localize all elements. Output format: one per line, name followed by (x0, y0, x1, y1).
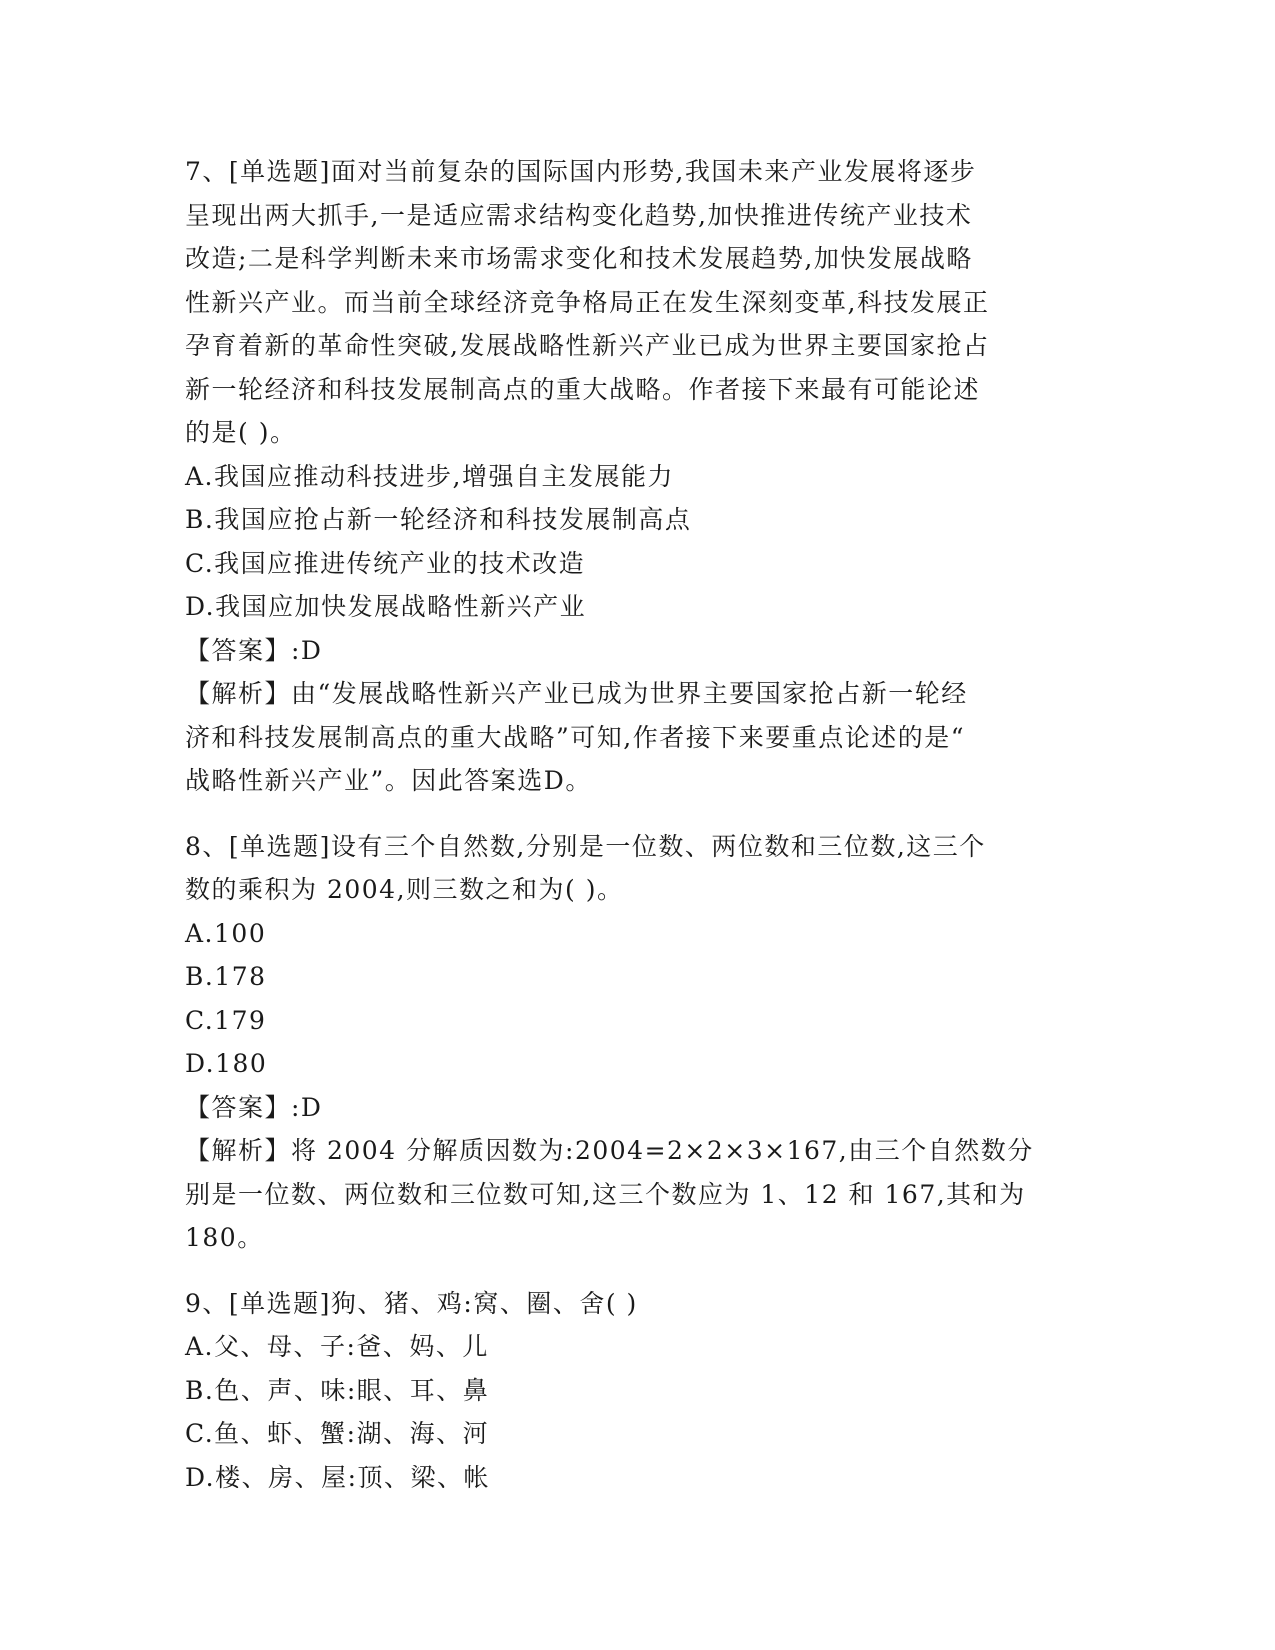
option-b: B.178 (185, 962, 267, 991)
question-8 (185, 825, 1065, 1260)
question-stem (185, 825, 1065, 912)
analysis (185, 1129, 1065, 1260)
analysis-line: 【解析】将 2004 分解质因数为:2004=2×2×3×167,由三个自然数分 (185, 1136, 1034, 1165)
option-c: C.我国应推进传统产业的技术改造 (185, 548, 586, 578)
option-list (185, 455, 1065, 629)
analysis-line: 180。 (185, 1223, 264, 1252)
answer-line: 【答案】:D (185, 635, 323, 665)
stem-line: 新一轮经济和科技发展制高点的重大战略。作者接下来最有可能论述 (185, 374, 981, 404)
option-d: D.180 (185, 1049, 268, 1078)
option-list (185, 1325, 1065, 1499)
analysis-line: 济和科技发展制高点的重大战略”可知,作者接下来要重点论述的是“ (185, 722, 966, 752)
question-stem (185, 1282, 1065, 1326)
option-a: A.100 (185, 918, 267, 948)
option-a: A.我国应推动科技进步,增强自主发展能力 (185, 461, 674, 491)
stem-line: 孕育着新的革命性突破,发展战略性新兴产业已成为世界主要国家抢占 (185, 331, 990, 360)
option-c: C.179 (185, 1005, 267, 1035)
stem-line: 改造;二是科学判断未来市场需求变化和技术发展趋势,加快发展战略 (185, 244, 973, 273)
stem-line: 的是( )。 (185, 418, 297, 447)
option-d: D.楼、房、屋:顶、梁、帐 (185, 1462, 491, 1492)
option-b: B.色、声、味:眼、耳、鼻 (185, 1375, 490, 1405)
stem-line: 数的乘积为 2004,则三数之和为( )。 (185, 875, 624, 904)
question-9 (185, 1282, 1065, 1500)
document-page (185, 150, 1065, 1499)
answer-line: 【答案】:D (185, 1092, 323, 1122)
option-d: D.我国应加快发展战略性新兴产业 (185, 592, 587, 621)
stem-line: 呈现出两大抓手,一是适应需求结构变化趋势,加快推进传统产业技术 (185, 200, 973, 230)
option-list (185, 912, 1065, 1086)
stem-line: 8、[单选题]设有三个自然数,分别是一位数、两位数和三位数,这三个 (185, 831, 986, 861)
stem-line: 7、[单选题]面对当前复杂的国际国内形势,我国未来产业发展将逐步 (185, 157, 977, 186)
analysis-line: 战略性新兴产业”。因此答案选D。 (185, 766, 592, 795)
question-stem (185, 150, 1065, 455)
stem-line: 9、[单选题]狗、猪、鸡:窝、圈、舍( ) (185, 1288, 638, 1318)
option-a: A.父、母、子:爸、妈、儿 (185, 1332, 489, 1361)
option-b: B.我国应抢占新一轮经济和科技发展制高点 (185, 505, 692, 534)
question-7 (185, 150, 1065, 803)
analysis (185, 672, 1065, 803)
stem-line: 性新兴产业。而当前全球经济竞争格局正在发生深刻变革,科技发展正 (185, 287, 990, 317)
analysis-line: 别是一位数、两位数和三位数可知,这三个数应为 1、12 和 167,其和为 (185, 1179, 1026, 1209)
option-c: C.鱼、虾、蟹:湖、海、河 (185, 1419, 490, 1448)
analysis-line: 【解析】由“发展战略性新兴产业已成为世界主要国家抢占新一轮经 (185, 679, 968, 708)
